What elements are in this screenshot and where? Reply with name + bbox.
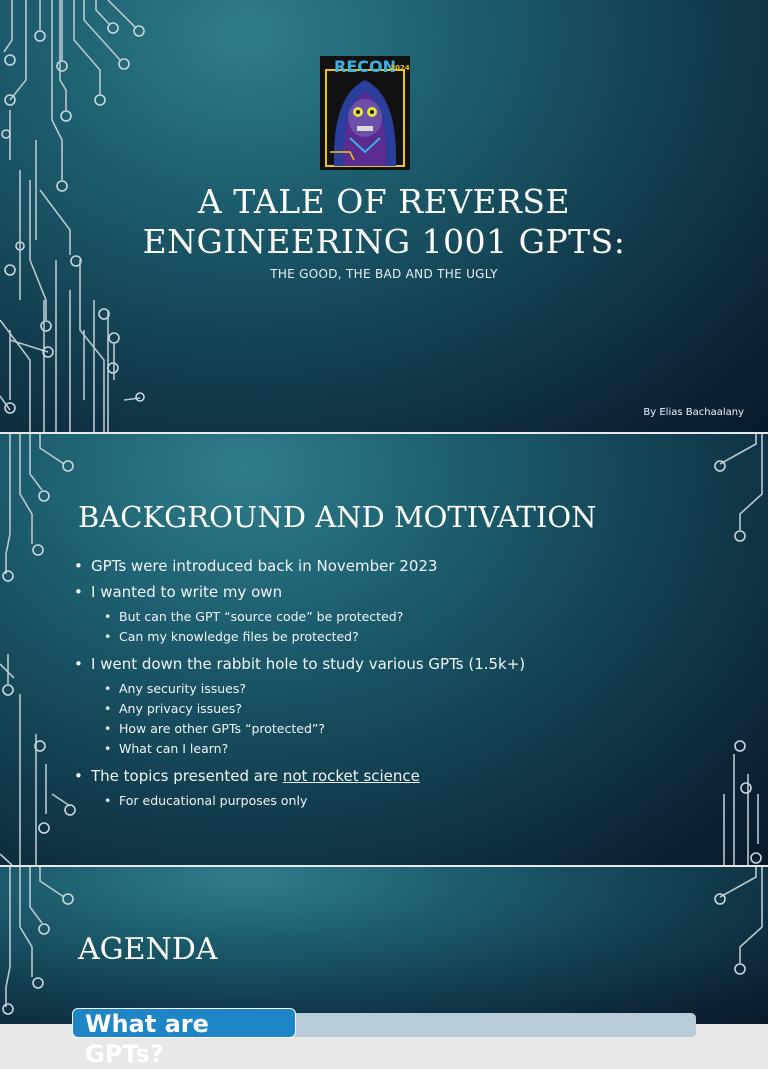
- presentation-subtitle: THE GOOD, THE BAD AND THE UGLY: [270, 267, 498, 281]
- circuit-decoration-right: [690, 434, 768, 865]
- sub-bullet-list: [74, 607, 694, 647]
- agenda-item-1: What are GPTs?: [72, 1008, 296, 1038]
- agenda-slide: [0, 867, 768, 1024]
- circuit-decoration-left: [0, 867, 80, 1024]
- title-slide: [0, 0, 768, 432]
- bullet-item: • The topics presented are not rocket science: [74, 767, 694, 786]
- sub-bullet-item: • Any security issues?: [74, 679, 694, 699]
- title-line-1: A TALE OF REVERSE: [197, 182, 571, 221]
- hooded-skull-logo: [320, 56, 410, 170]
- sub-bullet-item: • What can I learn?: [74, 739, 694, 759]
- bullet-item: • I wanted to write my own: [74, 583, 694, 602]
- bullet-item: • GPTs were introduced back in November 2023: [74, 557, 694, 576]
- svg-text:2024: 2024: [390, 64, 410, 72]
- sub-bullet-item: • Can my knowledge files be protected?: [74, 627, 694, 647]
- agenda-item-bar: [290, 1013, 696, 1037]
- sub-bullet-item: • For educational purposes only: [74, 791, 694, 811]
- sub-bullet-item: • How are other GPTs “protected”?: [74, 719, 694, 739]
- title-line-2: ENGINEERING 1001 GPTS:: [142, 222, 626, 261]
- bullet-item: • I went down the rabbit hole to study various GPTs (1.5k+): [74, 655, 694, 674]
- circuit-decoration-left: [0, 434, 80, 865]
- underlined-emphasis: not rocket science: [282, 767, 420, 785]
- slide-title: BACKGROUND AND MOTIVATION: [78, 500, 597, 534]
- author-credit: By Elias Bachaalany: [643, 407, 744, 418]
- slide-title: AGENDA: [78, 932, 218, 967]
- sub-bullet-list: [74, 791, 694, 811]
- background-slide: [0, 434, 768, 865]
- sub-bullet-list: [74, 679, 694, 759]
- svg-text:RECON: RECON: [334, 57, 396, 76]
- sub-bullet-item: • But can the GPT “source code” be protected?: [74, 607, 694, 627]
- presentation-title: [0, 182, 768, 262]
- bullet-list: [74, 557, 694, 819]
- sub-bullet-item: • Any privacy issues?: [74, 699, 694, 719]
- circuit-decoration-right: [690, 867, 768, 1024]
